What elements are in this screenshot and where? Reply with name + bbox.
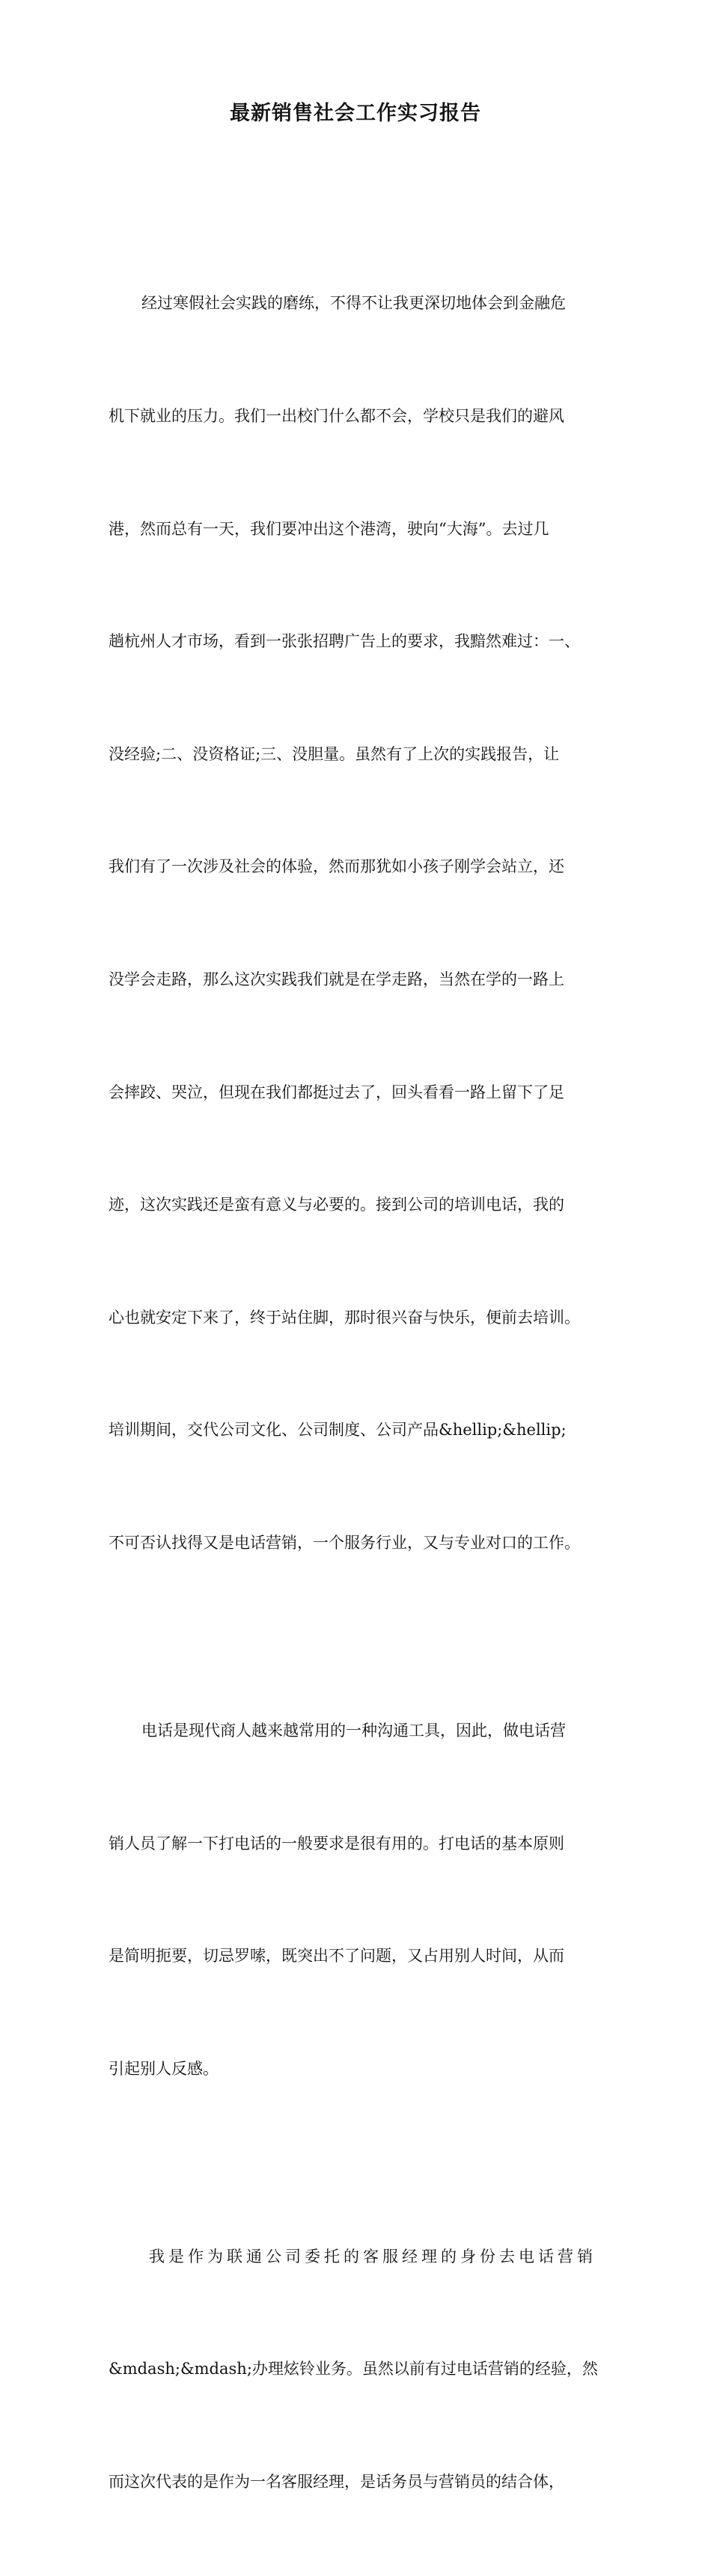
- text-line: 不可否认找得又是电话营销，一个服务行业，又与专业对口的工作。: [109, 1533, 580, 1552]
- text-line: 趟杭州人才市场，看到一张张招聘广告上的要求，我黯然难过：一、: [109, 632, 580, 651]
- text-line: 港，然而总有一天，我们要冲出这个港湾，驶向“大海”。去过几: [109, 519, 549, 538]
- text-line: 迹，这次实践还是蛮有意义与必要的。接到公司的培训电话，我的: [109, 1196, 564, 1214]
- text-line: 而这次代表的是作为一名客服经理，是话务员与营销员的结合体，: [109, 2472, 564, 2491]
- text-line: 我是作为联通公司委托的客服经理的身份去电话营销: [149, 2247, 596, 2266]
- text-line: 经过寒假社会实践的磨练，不得不让我更深切地体会到金融危: [141, 294, 566, 313]
- text-line: &mdash;&mdash;办理炫铃业务。虽然以前有过电话营销的经验，然: [109, 2360, 598, 2378]
- text-line: 没经验;二、没资格证;三、没胆量。虽然有了上次的实践报告，让: [109, 744, 560, 763]
- text-line: 销人员了解一下打电话的一般要求是很有用的。打电话的基本原则: [109, 1834, 564, 1853]
- text-line: 是简明扼要，切忌罗嗦，既突出不了问题，又占用别人时间，从而: [109, 1947, 564, 1965]
- document-body: [109, 209, 617, 2576]
- document-title: 最新销售社会工作实习报告: [230, 102, 481, 125]
- paragraph-2: [109, 1637, 617, 2163]
- text-line: 机下就业的压力。我们一出校门什么都不会，学校只是我们的避风: [109, 407, 564, 425]
- paragraph-3: [109, 2162, 617, 2575]
- text-line: 会摔跤、哭泣，但现在我们都挺过去了，回头看看一路上留下了足: [109, 1083, 564, 1101]
- paragraph-1: [109, 209, 617, 1637]
- text-line: 电话是现代商人越来越常用的一种沟通工具，因此，做电话营: [141, 1721, 566, 1740]
- text-line: 没学会走路，那么这次实践我们就是在学走路，当然在学的一路上: [109, 970, 564, 988]
- text-line: 心也就安定下来了，终于站住脚，那时很兴奋与快乐，便前去培训。: [109, 1308, 580, 1327]
- text-line: 引起别人反感。: [109, 2059, 219, 2078]
- text-line: 培训期间，交代公司文化、公司制度、公司产品&hellip;&hellip;: [109, 1421, 567, 1440]
- text-line: 我们有了一次涉及社会的体验，然而那犹如小孩子刚学会站立，还: [109, 857, 564, 876]
